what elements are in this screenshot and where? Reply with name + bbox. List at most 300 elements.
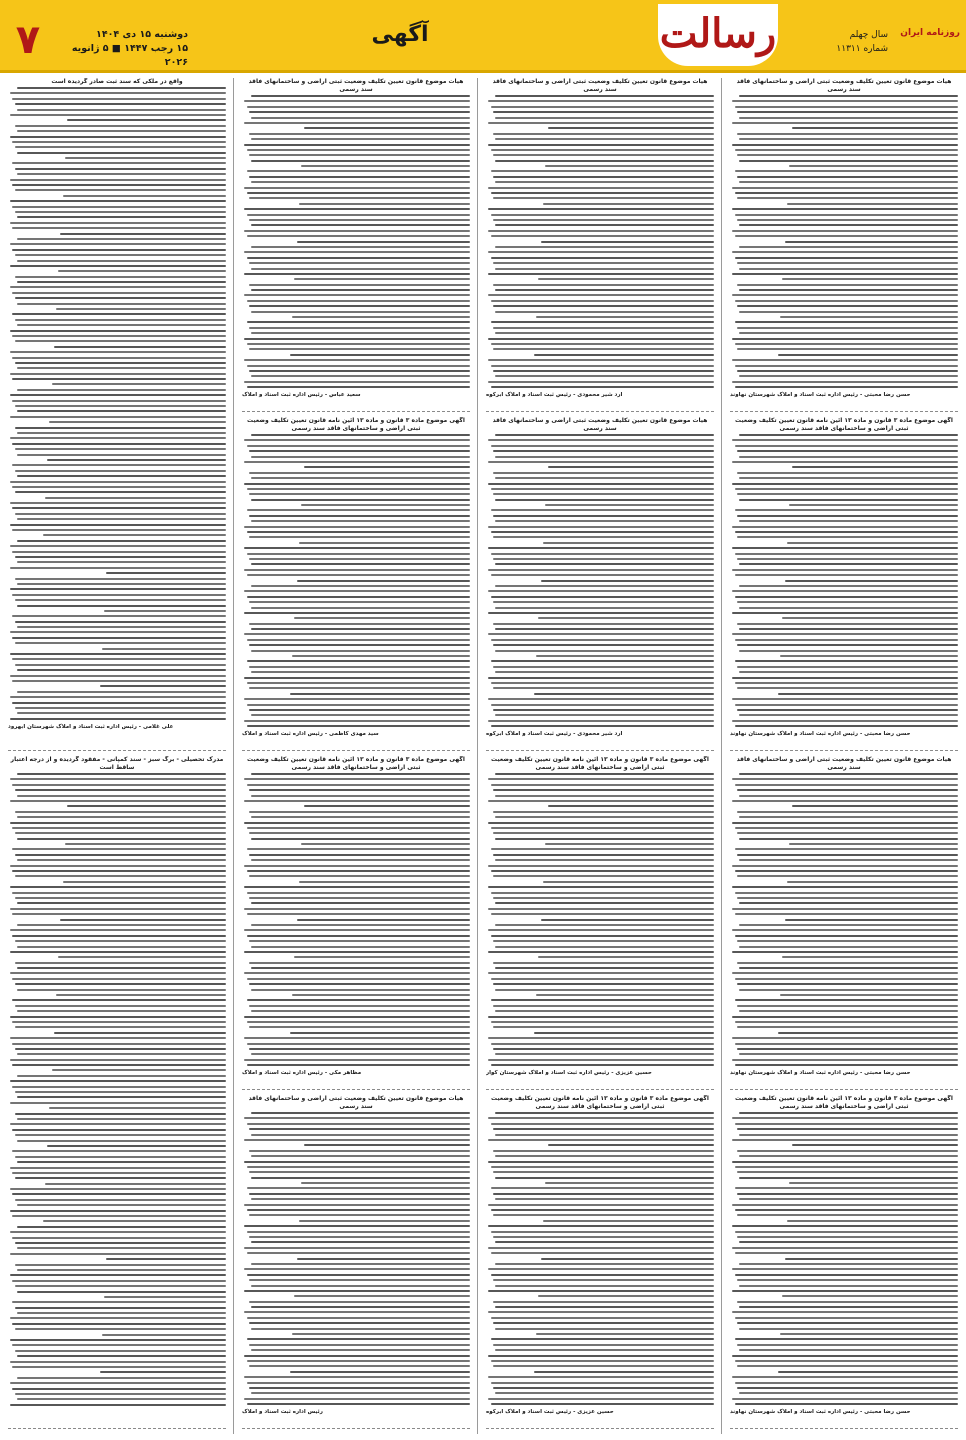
text-line: [249, 1193, 470, 1195]
text-line: [739, 289, 958, 291]
ad-separator: [242, 411, 470, 412]
text-line: [737, 262, 958, 264]
text-line: [15, 1134, 226, 1136]
text-line: [249, 472, 470, 474]
text-line: [732, 547, 958, 549]
text-line: [488, 590, 714, 592]
text-line: [17, 389, 226, 391]
text-line: [297, 580, 470, 582]
text-line: [739, 671, 958, 673]
text-line: [251, 1328, 470, 1330]
text-line: [244, 294, 470, 296]
text-line: [15, 1393, 226, 1395]
text-line: [58, 956, 226, 958]
text-line: [548, 466, 714, 468]
text-line: [732, 294, 958, 296]
text-line: [543, 1220, 714, 1222]
text-line: [17, 454, 226, 456]
ad-title: هیات موضوع قانون تعیین تکلیف وضعیت ثبتی اراضی و ساختمانهای فاقد سند رسمی: [492, 78, 708, 93]
text-line: [12, 1301, 226, 1303]
text-line: [737, 197, 958, 199]
text-line: [244, 972, 470, 974]
text-line: [251, 95, 470, 97]
text-line: [495, 456, 714, 458]
text-line: [244, 1016, 470, 1018]
text-line: [297, 919, 470, 921]
text-line: [247, 1209, 470, 1211]
text-line: [244, 698, 470, 700]
ad-signature: حسن رضا محبتی - رئیس اداره ثبت اسناد و املاک شهرستان نهاوند: [730, 731, 911, 738]
text-line: [247, 235, 470, 237]
text-line: [244, 251, 470, 253]
ad-body-text: [486, 1112, 714, 1408]
text-line: [488, 122, 714, 124]
text-line: [10, 631, 226, 633]
text-line: [17, 109, 226, 111]
column-divider: [233, 78, 234, 1434]
text-line: [787, 542, 958, 544]
text-line: [12, 1388, 226, 1390]
ad-body-text: [486, 773, 714, 1069]
text-line: [739, 924, 958, 926]
text-line: [244, 800, 470, 802]
text-line: [10, 972, 226, 974]
text-line: [548, 1144, 714, 1146]
text-line: [543, 542, 714, 544]
text-line: [10, 114, 226, 116]
text-line: [739, 1263, 958, 1265]
newspaper-logo: [658, 4, 778, 66]
text-line: [782, 956, 958, 958]
text-line: [732, 1117, 958, 1119]
text-line: [739, 520, 958, 522]
text-line: [244, 526, 470, 528]
text-line: [735, 1231, 958, 1233]
text-line: [739, 773, 958, 775]
text-line: [737, 601, 958, 603]
logo-text: رسالت: [659, 10, 777, 57]
text-line: [17, 669, 226, 671]
ad-title: هیات موضوع قانون تعیین تکلیف وضعیت ثبتی اراضی و ساختمانهای فاقد سند رسمی: [736, 756, 952, 771]
text-line: [10, 1188, 226, 1190]
text-line: [15, 1113, 226, 1115]
text-line: [17, 1355, 226, 1357]
text-line: [491, 1043, 714, 1045]
text-line: [247, 870, 470, 872]
text-line: [249, 1214, 470, 1216]
text-line: [538, 278, 714, 280]
text-line: [739, 95, 958, 97]
text-line: [735, 1166, 958, 1168]
text-line: [247, 321, 470, 323]
text-line: [12, 292, 226, 294]
text-line: [247, 300, 470, 302]
text-line: [735, 509, 958, 511]
text-line: [249, 348, 470, 350]
text-line: [792, 127, 958, 129]
text-line: [737, 1214, 958, 1216]
text-line: [244, 381, 470, 383]
text-line: [737, 709, 958, 711]
text-line: [735, 149, 958, 151]
text-line: [12, 892, 226, 894]
text-line: [739, 816, 958, 818]
text-line: [785, 1258, 958, 1260]
text-line: [244, 1376, 470, 1378]
text-line: [251, 1112, 470, 1114]
text-line: [17, 1291, 226, 1293]
text-line: [493, 327, 714, 329]
text-line: [10, 886, 226, 888]
text-line: [493, 348, 714, 350]
ad-separator: [486, 411, 714, 412]
text-line: [541, 241, 714, 243]
text-line: [251, 628, 470, 630]
text-line: [251, 1392, 470, 1394]
text-line: [304, 805, 470, 807]
text-line: [247, 827, 470, 829]
ad-separator: [730, 411, 958, 412]
text-line: [495, 563, 714, 565]
text-line: [10, 929, 226, 931]
ad-title: مدرک تحصیلی - برگ سبز - سند کمپانی - مفقود گردیده و از درجه اعتبار ساقط است: [10, 756, 224, 771]
text-line: [10, 416, 226, 418]
text-line: [247, 1064, 470, 1066]
text-line: [15, 962, 226, 964]
text-line: [739, 838, 958, 840]
text-line: [249, 284, 470, 286]
text-line: [10, 136, 226, 138]
text-line: [244, 908, 470, 910]
text-line: [12, 870, 226, 872]
ad-signature: علی غلامی - رئیس اداره ثبت اسناد و املاک شهرستان ابهرود: [8, 724, 174, 731]
text-line: [495, 628, 714, 630]
text-line: [60, 233, 226, 235]
text-line: [488, 1037, 714, 1039]
text-line: [737, 450, 958, 452]
text-line: [735, 1338, 958, 1340]
text-line: [493, 709, 714, 711]
text-line: [495, 181, 714, 183]
text-line: [735, 300, 958, 302]
text-line: [488, 569, 714, 571]
text-line: [244, 1268, 470, 1270]
text-line: [12, 1237, 226, 1239]
text-line: [247, 1403, 470, 1405]
text-line: [12, 313, 226, 315]
text-line: [15, 707, 226, 709]
text-line: [493, 1279, 714, 1281]
text-line: [495, 1285, 714, 1287]
text-line: [491, 365, 714, 367]
text-line: [739, 160, 958, 162]
text-line: [732, 1247, 958, 1249]
text-line: [541, 919, 714, 921]
text-line: [495, 816, 714, 818]
text-line: [488, 359, 714, 361]
text-line: [247, 1166, 470, 1168]
text-line: [732, 633, 958, 635]
text-line: [12, 378, 226, 380]
text-line: [739, 650, 958, 652]
text-line: [488, 1161, 714, 1163]
text-line: [15, 854, 226, 856]
text-line: [17, 367, 226, 369]
text-line: [739, 434, 958, 436]
text-line: [495, 375, 714, 377]
text-line: [792, 805, 958, 807]
ad-separator: [242, 1428, 470, 1429]
text-line: [17, 1010, 226, 1012]
text-line: [493, 644, 714, 646]
text-line: [488, 1376, 714, 1378]
text-line: [735, 913, 958, 915]
text-line: [495, 434, 714, 436]
text-line: [737, 1128, 958, 1130]
ad-body-text: [242, 95, 470, 391]
text-line: [792, 466, 958, 468]
ad-title: هیات موضوع قانون تعیین تکلیف وضعیت ثبتی اراضی و ساختمانهای فاقد سند رسمی: [248, 1095, 464, 1110]
text-line: [247, 574, 470, 576]
text-line: [106, 1258, 226, 1260]
classified-ad: [8, 756, 226, 1422]
brand-name: روزنامه ایران: [900, 28, 960, 38]
text-line: [10, 1361, 226, 1363]
text-line: [47, 459, 226, 461]
text-line: [45, 1183, 226, 1185]
text-line: [251, 289, 470, 291]
text-line: [244, 122, 470, 124]
text-line: [488, 144, 714, 146]
text-line: [488, 886, 714, 888]
text-line: [17, 1140, 226, 1142]
text-line: [10, 1404, 226, 1406]
text-line: [244, 187, 470, 189]
text-line: [49, 1107, 226, 1109]
text-line: [251, 859, 470, 861]
text-line: [249, 558, 470, 560]
text-line: [247, 999, 470, 1001]
text-line: [12, 206, 226, 208]
text-line: [17, 1204, 226, 1206]
text-line: [488, 800, 714, 802]
text-line: [488, 1059, 714, 1061]
text-line: [789, 843, 958, 845]
text-line: [488, 1117, 714, 1119]
text-line: [491, 1317, 714, 1319]
text-line: [732, 929, 958, 931]
text-line: [251, 1349, 470, 1351]
text-line: [739, 563, 958, 565]
text-line: [491, 214, 714, 216]
text-line: [244, 778, 470, 780]
text-line: [249, 1048, 470, 1050]
text-line: [491, 999, 714, 1001]
text-line: [739, 1198, 958, 1200]
column-2: [486, 78, 714, 1434]
text-line: [737, 1236, 958, 1238]
text-line: [491, 235, 714, 237]
text-line: [495, 289, 714, 291]
text-line: [249, 875, 470, 877]
text-line: [732, 1059, 958, 1061]
text-line: [735, 1360, 958, 1362]
text-line: [12, 249, 226, 251]
text-line: [737, 811, 958, 813]
text-line: [251, 477, 470, 479]
text-line: [247, 913, 470, 915]
text-line: [735, 321, 958, 323]
text-line: [495, 859, 714, 861]
text-line: [17, 902, 226, 904]
ad-body-text: [242, 1112, 470, 1408]
text-line: [244, 100, 470, 102]
text-line: [104, 610, 226, 612]
text-line: [251, 1134, 470, 1136]
text-line: [10, 718, 226, 720]
classified-ad: [730, 1095, 958, 1422]
text-line: [732, 720, 958, 722]
text-line: [17, 712, 226, 714]
text-line: [244, 1139, 470, 1141]
text-line: [15, 189, 226, 191]
text-line: [739, 585, 958, 587]
text-line: [17, 152, 226, 154]
text-line: [249, 1322, 470, 1324]
text-line: [15, 642, 226, 644]
text-line: [251, 989, 470, 991]
text-line: [491, 1360, 714, 1362]
text-line: [491, 784, 714, 786]
text-line: [304, 127, 470, 129]
text-line: [244, 547, 470, 549]
text-line: [785, 580, 958, 582]
text-line: [737, 348, 958, 350]
text-line: [249, 666, 470, 668]
ad-body-text: [8, 87, 226, 723]
text-line: [17, 583, 226, 585]
text-line: [63, 195, 227, 197]
classified-ad: [242, 417, 470, 744]
text-line: [247, 106, 470, 108]
text-line: [247, 682, 470, 684]
ad-title: آگهی موضوع ماده ۳ قانون و ماده ۱۳ آئین نامه قانون تعیین تکلیف وضعیت ثبتی اراضی و ساختمانهای فاقد سند رسمی: [491, 1095, 709, 1110]
text-line: [251, 671, 470, 673]
text-line: [737, 558, 958, 560]
text-line: [17, 540, 226, 542]
ad-signature: حسن رضا محبتی - رئیس اداره ثبت اسناد و املاک شهرستان نهاوند: [730, 392, 911, 399]
text-line: [12, 1366, 226, 1368]
text-line: [732, 1376, 958, 1378]
text-line: [545, 165, 714, 167]
text-line: [538, 617, 714, 619]
text-line: [735, 235, 958, 237]
date-persian: دوشنبه ۱۵ دی ۱۴۰۴: [96, 29, 188, 40]
text-line: [251, 160, 470, 162]
classified-ad: [242, 78, 470, 405]
text-line: [251, 332, 470, 334]
text-line: [10, 179, 226, 181]
text-line: [493, 493, 714, 495]
text-line: [247, 488, 470, 490]
issue-label: شماره ۱۱۳۱۱: [836, 44, 888, 54]
ad-title: هیات موضوع قانون تعیین تکلیف وضعیت ثبتی اراضی و ساختمانهای فاقد سند رسمی: [248, 78, 464, 93]
text-line: [15, 103, 226, 105]
text-line: [249, 709, 470, 711]
text-line: [536, 994, 714, 996]
text-line: [249, 644, 470, 646]
text-line: [15, 297, 226, 299]
text-line: [17, 410, 226, 412]
text-line: [12, 658, 226, 660]
text-line: [488, 526, 714, 528]
text-line: [732, 230, 958, 232]
text-line: [488, 698, 714, 700]
text-line: [100, 1371, 226, 1373]
text-line: [732, 1139, 958, 1141]
text-line: [735, 574, 958, 576]
text-line: [249, 536, 470, 538]
text-line: [488, 1290, 714, 1292]
column-1: [730, 78, 958, 1434]
text-line: [17, 561, 226, 563]
text-line: [737, 1005, 958, 1007]
text-line: [495, 117, 714, 119]
text-line: [488, 908, 714, 910]
text-line: [290, 1032, 470, 1034]
year-label: سال چهلم: [849, 30, 888, 40]
text-line: [735, 704, 958, 706]
text-line: [732, 483, 958, 485]
text-line: [735, 214, 958, 216]
text-line: [495, 477, 714, 479]
text-line: [732, 1016, 958, 1018]
text-line: [251, 585, 470, 587]
text-line: [493, 983, 714, 985]
text-line: [732, 144, 958, 146]
text-line: [10, 373, 226, 375]
text-line: [15, 1026, 226, 1028]
text-line: [244, 1161, 470, 1163]
text-line: [12, 1086, 226, 1088]
classified-ad: [730, 78, 958, 405]
text-line: [493, 1365, 714, 1367]
text-line: [17, 989, 226, 991]
text-line: [12, 1064, 226, 1066]
text-line: [789, 1182, 958, 1184]
text-line: [244, 338, 470, 340]
ad-title: هیات موضوع قانون تعیین تکلیف وضعیت ثبتی اراضی و ساختمانهای فاقد سند رسمی: [736, 78, 952, 93]
text-line: [495, 268, 714, 270]
text-line: [251, 1053, 470, 1055]
text-line: [54, 346, 226, 348]
text-line: [732, 439, 958, 441]
text-line: [12, 784, 226, 786]
text-line: [735, 192, 958, 194]
text-line: [17, 859, 226, 861]
ad-signature: مظاهر مکی - رئیس اداره ثبت اسناد و املاک: [242, 1070, 362, 1077]
text-line: [10, 330, 226, 332]
text-line: [739, 224, 958, 226]
text-line: [739, 456, 958, 458]
text-line: [10, 800, 226, 802]
ad-title: آگهی موضوع ماده ۳ قانون و ماده ۱۳ آئین نامه قانون تعیین تکلیف وضعیت ثبتی اراضی و ساختمانهای فاقد سند رسمی: [247, 417, 465, 432]
text-line: [739, 1134, 958, 1136]
text-line: [543, 881, 714, 883]
text-line: [495, 138, 714, 140]
text-line: [739, 1328, 958, 1330]
text-line: [12, 1150, 226, 1152]
